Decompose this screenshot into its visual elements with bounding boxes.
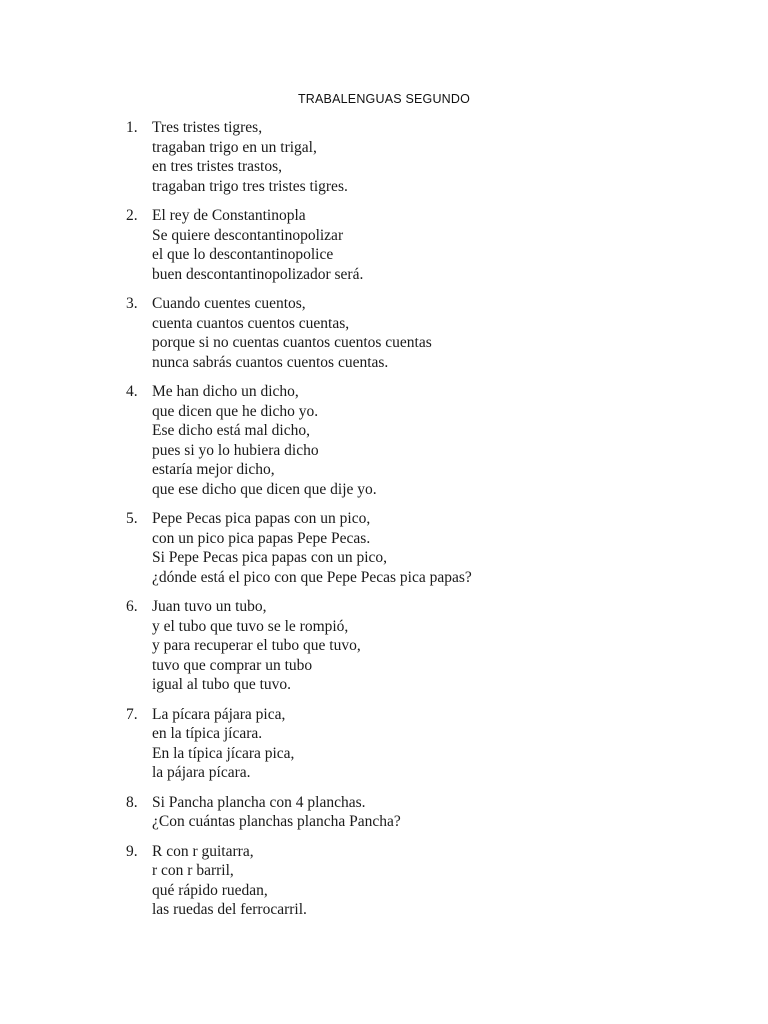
item-number: 7. [126,705,138,723]
item-lines [152,509,768,587]
verse-line: Cuando cuentes cuentos, [152,295,306,312]
item-lines [152,118,768,196]
verse-line: nunca sabrás cuantos cuentos cuentas. [152,353,389,371]
verse-line: El rey de Constantinopla [152,207,306,224]
item-lines [152,842,768,920]
verse-line: Se quiere descontantinopolizar [152,226,344,244]
item-lines [152,294,768,372]
verse-line: con un pico pica papas Pepe Pecas. [152,529,371,547]
verse-line: Tres tristes tigres, [152,119,263,136]
verse-line: qué rápido ruedan, [152,881,268,899]
verse-line: las ruedas del ferrocarril. [152,901,307,918]
list-item [0,382,768,499]
verse-line: igual al tubo que tuvo. [152,676,292,693]
verse-line: que dicen que he dicho yo. [152,402,319,420]
verse-line: tragaban trigo tres tristes tigres. [152,177,348,195]
item-number: 6. [126,598,138,615]
verse-line: en tres tristes trastos, [152,158,283,175]
item-lines [152,793,768,832]
item-number: 1. [126,119,138,136]
verse-line: en la típica jícara. [152,725,263,742]
item-number: 8. [126,793,138,811]
verse-line: Si Pepe Pecas pica papas con un pico, [152,549,388,566]
verse-line: tragaban trigo en un trigal, [152,138,317,156]
verse-line: cuenta cuantos cuentos cuentas, [152,314,350,332]
item-lines [152,705,768,783]
verse-line: el que lo descontantinopolice [152,246,334,263]
list-item [0,842,768,920]
verse-line: R con r guitarra, [152,842,254,860]
list-item [0,597,768,695]
item-number: 9. [126,842,138,860]
verse-line: que ese dicho que dicen que dije yo. [152,480,377,498]
verse-line: y el tubo que tuvo se le rompió, [152,617,349,635]
item-lines [152,597,768,695]
verse-line: tuvo que comprar un tubo [152,656,313,674]
document-title: TRABALENGUAS SEGUNDO [297,92,471,106]
verse-line: buen descontantinopolizador será. [152,265,364,283]
item-number: 4. [126,383,138,400]
verse-line: r con r barril, [152,862,234,879]
verse-line: Juan tuvo un tubo, [152,598,267,615]
verse-line: y para recuperar el tubo que tuvo, [152,637,361,654]
item-number: 2. [126,207,138,224]
verse-line: ¿dónde está el pico con que Pepe Pecas pica papas? [152,568,472,586]
verse-line: Pepe Pecas pica papas con un pico, [152,510,371,527]
item-lines [152,382,768,499]
item-number: 3. [126,295,138,312]
list-item [0,793,768,832]
verse-line: pues si yo lo hubiera dicho [152,441,319,459]
verse-line: Me han dicho un dicho, [152,383,299,400]
item-lines [152,206,768,284]
list-item [0,705,768,783]
verse-line: la pájara pícara. [152,764,251,781]
list-item [0,294,768,372]
tongue-twister-list [0,118,768,930]
verse-line: Ese dicho está mal dicho, [152,422,310,439]
verse-line: Si Pancha plancha con 4 planchas. [152,793,366,811]
verse-line: estaría mejor dicho, [152,461,275,478]
list-item [0,206,768,284]
list-item [0,118,768,196]
verse-line: La pícara pájara pica, [152,705,286,723]
verse-line: porque si no cuentas cuantos cuentos cuentas [152,334,432,351]
item-number: 5. [126,510,138,527]
verse-line: En la típica jícara pica, [152,744,295,762]
verse-line: ¿Con cuántas planchas plancha Pancha? [152,813,401,830]
list-item [0,509,768,587]
